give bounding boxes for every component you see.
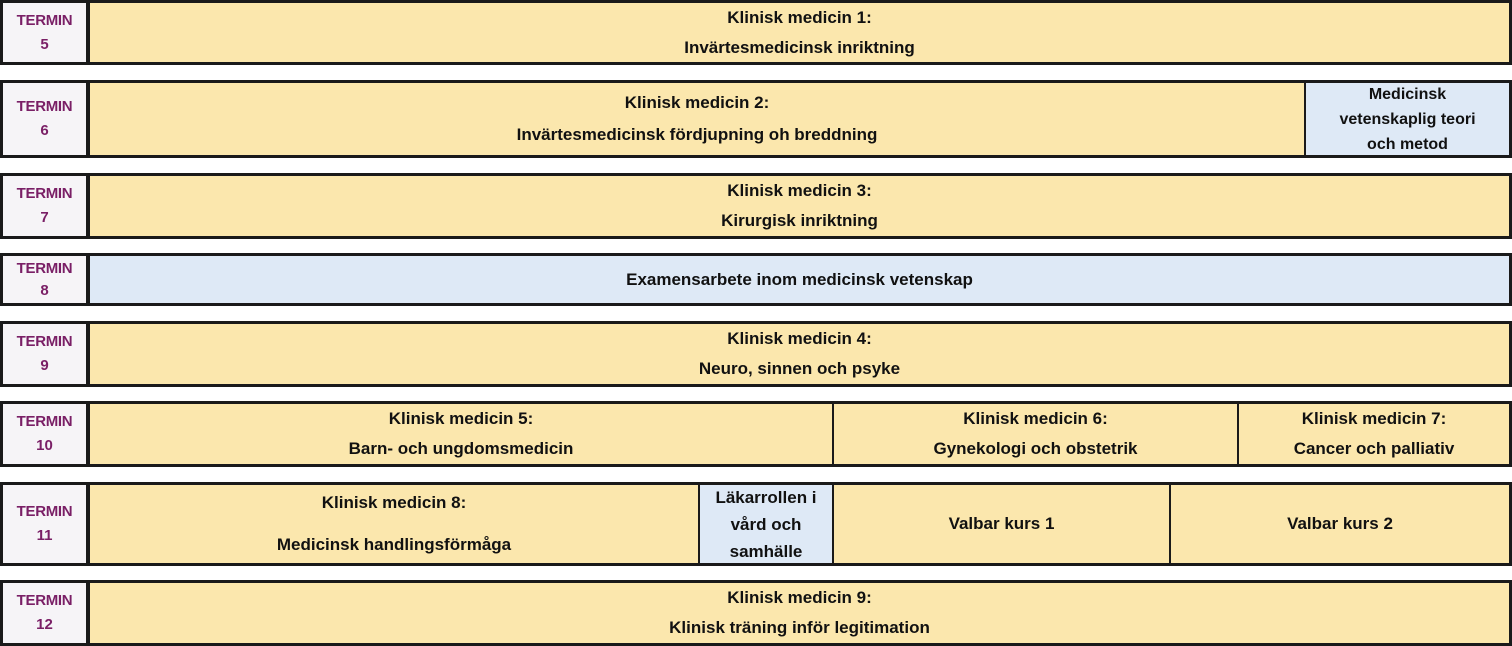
term-row-10 bbox=[0, 401, 1512, 467]
course-examensarbete bbox=[90, 253, 1512, 306]
term-number: 8 bbox=[40, 281, 49, 299]
course-title: Klinisk medicin 1: bbox=[727, 7, 872, 27]
course-valbar-kurs-1 bbox=[834, 482, 1171, 566]
course-klinisk-medicin-8 bbox=[90, 482, 700, 566]
course-klinisk-medicin-4 bbox=[90, 321, 1512, 387]
course-klinisk-medicin-2 bbox=[90, 80, 1306, 158]
course-line: samhälle bbox=[729, 541, 803, 561]
term-number: 12 bbox=[36, 616, 53, 633]
course-subtitle: Cancer och palliativ bbox=[1293, 439, 1455, 458]
course-klinisk-medicin-9 bbox=[90, 580, 1512, 646]
course-title: Valbar kurs 2 bbox=[1287, 514, 1393, 533]
term-row-12 bbox=[0, 580, 1512, 646]
term-row-11 bbox=[0, 482, 1512, 566]
course-subtitle: Invärtesmedicinsk inriktning bbox=[684, 37, 915, 57]
course-subtitle: Klinisk träning inför legitimation bbox=[669, 618, 930, 637]
course-lakarrollen bbox=[700, 482, 834, 566]
course-title: Klinisk medicin 3: bbox=[727, 181, 872, 200]
term-label-5 bbox=[0, 0, 90, 65]
term-row-9 bbox=[0, 321, 1512, 387]
course-title: Klinisk medicin 6: bbox=[963, 409, 1108, 428]
course-subtitle: Invärtesmedicinsk fördjupning oh breddning bbox=[516, 125, 878, 144]
course-line: och metod bbox=[1367, 135, 1448, 153]
course-klinisk-medicin-6 bbox=[834, 401, 1239, 467]
term-label-12 bbox=[0, 580, 90, 646]
course-title: Klinisk medicin 9: bbox=[727, 588, 872, 607]
term-row-5 bbox=[0, 0, 1512, 65]
term-label-8 bbox=[0, 253, 90, 306]
course-line: vård och bbox=[730, 514, 802, 534]
course-title: Klinisk medicin 8: bbox=[321, 493, 467, 512]
course-subtitle: Kirurgisk inriktning bbox=[721, 211, 878, 230]
course-line: Läkarrollen i bbox=[715, 487, 817, 507]
course-klinisk-medicin-1 bbox=[90, 0, 1512, 65]
term-label-text: TERMIN bbox=[16, 98, 73, 115]
course-subtitle: Barn- och ungdomsmedicin bbox=[348, 439, 574, 458]
course-valbar-kurs-2 bbox=[1171, 482, 1512, 566]
term-number: 6 bbox=[40, 122, 49, 139]
term-label-text: TERMIN bbox=[16, 259, 73, 277]
term-number: 5 bbox=[40, 35, 49, 53]
course-title: Examensarbete inom medicinsk vetenskap bbox=[626, 269, 973, 289]
term-number: 9 bbox=[40, 357, 49, 374]
term-number: 7 bbox=[40, 209, 49, 226]
term-label-text: TERMIN bbox=[16, 11, 73, 29]
term-label-10 bbox=[0, 401, 90, 467]
course-title: Valbar kurs 1 bbox=[948, 514, 1055, 533]
course-klinisk-medicin-7 bbox=[1239, 401, 1512, 467]
term-row-7 bbox=[0, 173, 1512, 239]
term-label-text: TERMIN bbox=[16, 185, 73, 202]
course-title: Klinisk medicin 4: bbox=[727, 329, 872, 348]
course-line: Medicinsk bbox=[1368, 85, 1447, 103]
term-label-text: TERMIN bbox=[16, 413, 73, 430]
term-label-6 bbox=[0, 80, 90, 158]
term-label-9 bbox=[0, 321, 90, 387]
course-klinisk-medicin-5 bbox=[90, 401, 834, 467]
term-label-text: TERMIN bbox=[16, 592, 73, 609]
term-label-text: TERMIN bbox=[16, 503, 73, 520]
course-title: Klinisk medicin 7: bbox=[1301, 409, 1447, 428]
term-label-text: TERMIN bbox=[16, 333, 73, 350]
course-subtitle: Gynekologi och obstetrik bbox=[933, 439, 1138, 458]
course-title: Klinisk medicin 5: bbox=[388, 409, 534, 428]
course-klinisk-medicin-3 bbox=[90, 173, 1512, 239]
course-subtitle: Neuro, sinnen och psyke bbox=[698, 359, 901, 378]
course-title: Klinisk medicin 2: bbox=[624, 93, 770, 112]
course-vetenskaplig-teori bbox=[1306, 80, 1512, 158]
term-number: 10 bbox=[36, 437, 53, 454]
term-number: 11 bbox=[36, 527, 53, 544]
course-line: vetenskaplig teori bbox=[1339, 110, 1476, 128]
term-label-7 bbox=[0, 173, 90, 239]
term-label-11 bbox=[0, 482, 90, 566]
term-row-8 bbox=[0, 253, 1512, 306]
course-subtitle: Medicinsk handlingsförmåga bbox=[276, 535, 512, 554]
term-row-6 bbox=[0, 80, 1512, 158]
